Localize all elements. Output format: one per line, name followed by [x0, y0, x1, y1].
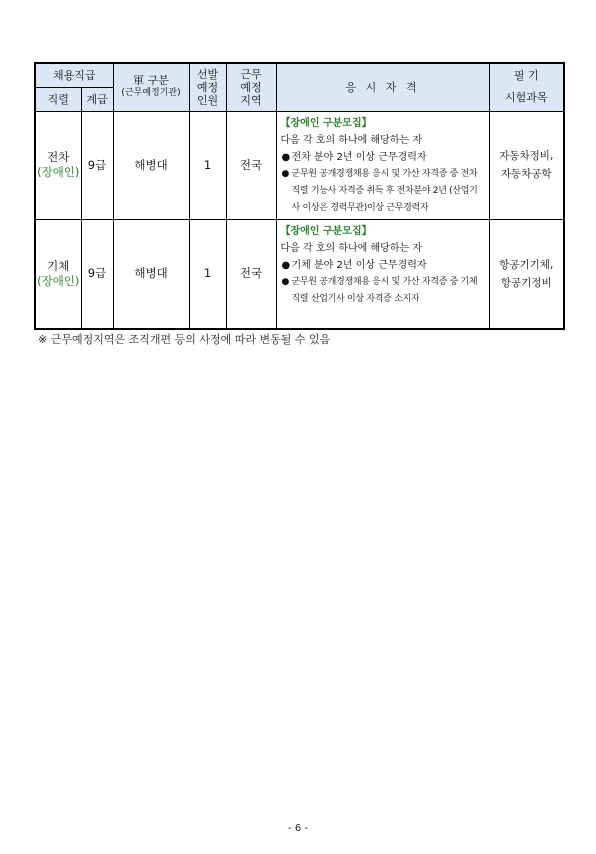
org-cell: 해병대: [113, 111, 189, 219]
header-rank: 계급: [81, 87, 113, 111]
footnote: ※ 근무예정지역은 조직개편 등의 사정에 따라 변동될 수 있음: [38, 333, 331, 346]
org-cell: 해병대: [113, 219, 189, 329]
qualification-cell: [276, 111, 489, 219]
series-name: 전차: [47, 150, 70, 164]
bullet-icon: ●: [281, 168, 290, 179]
qualification-tag: 【장애인 구분모집】: [280, 117, 372, 129]
list-item: [281, 257, 486, 274]
list-item: [281, 149, 486, 166]
header-exam: 필 기 시험과목: [489, 63, 564, 111]
qualification-item: 군무원 공개경쟁채용 응시 및 가산 자격증 중 전차 직렬 기능사 자격증 취득 후 전차분야 2년 (산업기사 이상은 경력무관)이상 근무경력자: [291, 168, 478, 213]
bullet-icon: ●: [281, 276, 290, 287]
table-row: [35, 111, 564, 219]
header-grade: 채용직급: [35, 63, 113, 87]
qualification-item: 군무원 공개경쟁채용 응시 및 가산 자격증 중 기체 직렬 산업기사 이상 자격증 소지자: [291, 276, 478, 304]
series-tag: (장애인): [37, 273, 80, 288]
recruitment-table: [34, 62, 565, 330]
qualification-intro: 다음 각 호의 하나에 해당하는 자: [280, 134, 422, 146]
series-cell: [35, 111, 81, 219]
list-item: [281, 166, 486, 217]
series-name: 기체: [47, 258, 70, 273]
header-org-sub: (근무예정기관): [121, 88, 181, 99]
series-cell: [35, 219, 81, 329]
qualification-tag: 【장애인 구분모집】: [280, 225, 372, 237]
list-item: [281, 274, 486, 308]
table-row: [35, 219, 564, 329]
region-cell: 전국: [226, 219, 276, 329]
header-org: [113, 63, 189, 111]
qualification-item: 전차 분야 2년 이상 근무경력자: [291, 151, 427, 163]
qualification-intro: 다음 각 호의 하나에 해당하는 자: [280, 242, 422, 254]
header-region: 근무 예정 지역: [226, 63, 276, 111]
rank-cell: 9급: [81, 219, 113, 329]
series-tag: (장애인): [37, 165, 80, 179]
bullet-icon: ●: [281, 151, 291, 163]
header-series: 직렬: [35, 87, 81, 111]
header-count: 선발 예정 인원: [189, 63, 226, 111]
qualification-cell: [276, 219, 489, 329]
subjects-cell: 항공기기체, 항공기정비: [489, 219, 564, 329]
rank-cell: 9급: [81, 111, 113, 219]
bullet-icon: ●: [281, 259, 291, 271]
header-qualification: 응 시 자 격: [276, 63, 489, 111]
qualification-item: 기체 분야 2년 이상 근무경력자: [291, 259, 427, 271]
region-cell: 전국: [226, 111, 276, 219]
page-number: - 6 -: [288, 823, 308, 834]
count-cell: 1: [189, 111, 226, 219]
header-org-label: 軍 구분: [133, 74, 169, 88]
count-cell: 1: [189, 219, 226, 329]
subjects-cell: 자동차정비, 자동차공학: [489, 111, 564, 219]
